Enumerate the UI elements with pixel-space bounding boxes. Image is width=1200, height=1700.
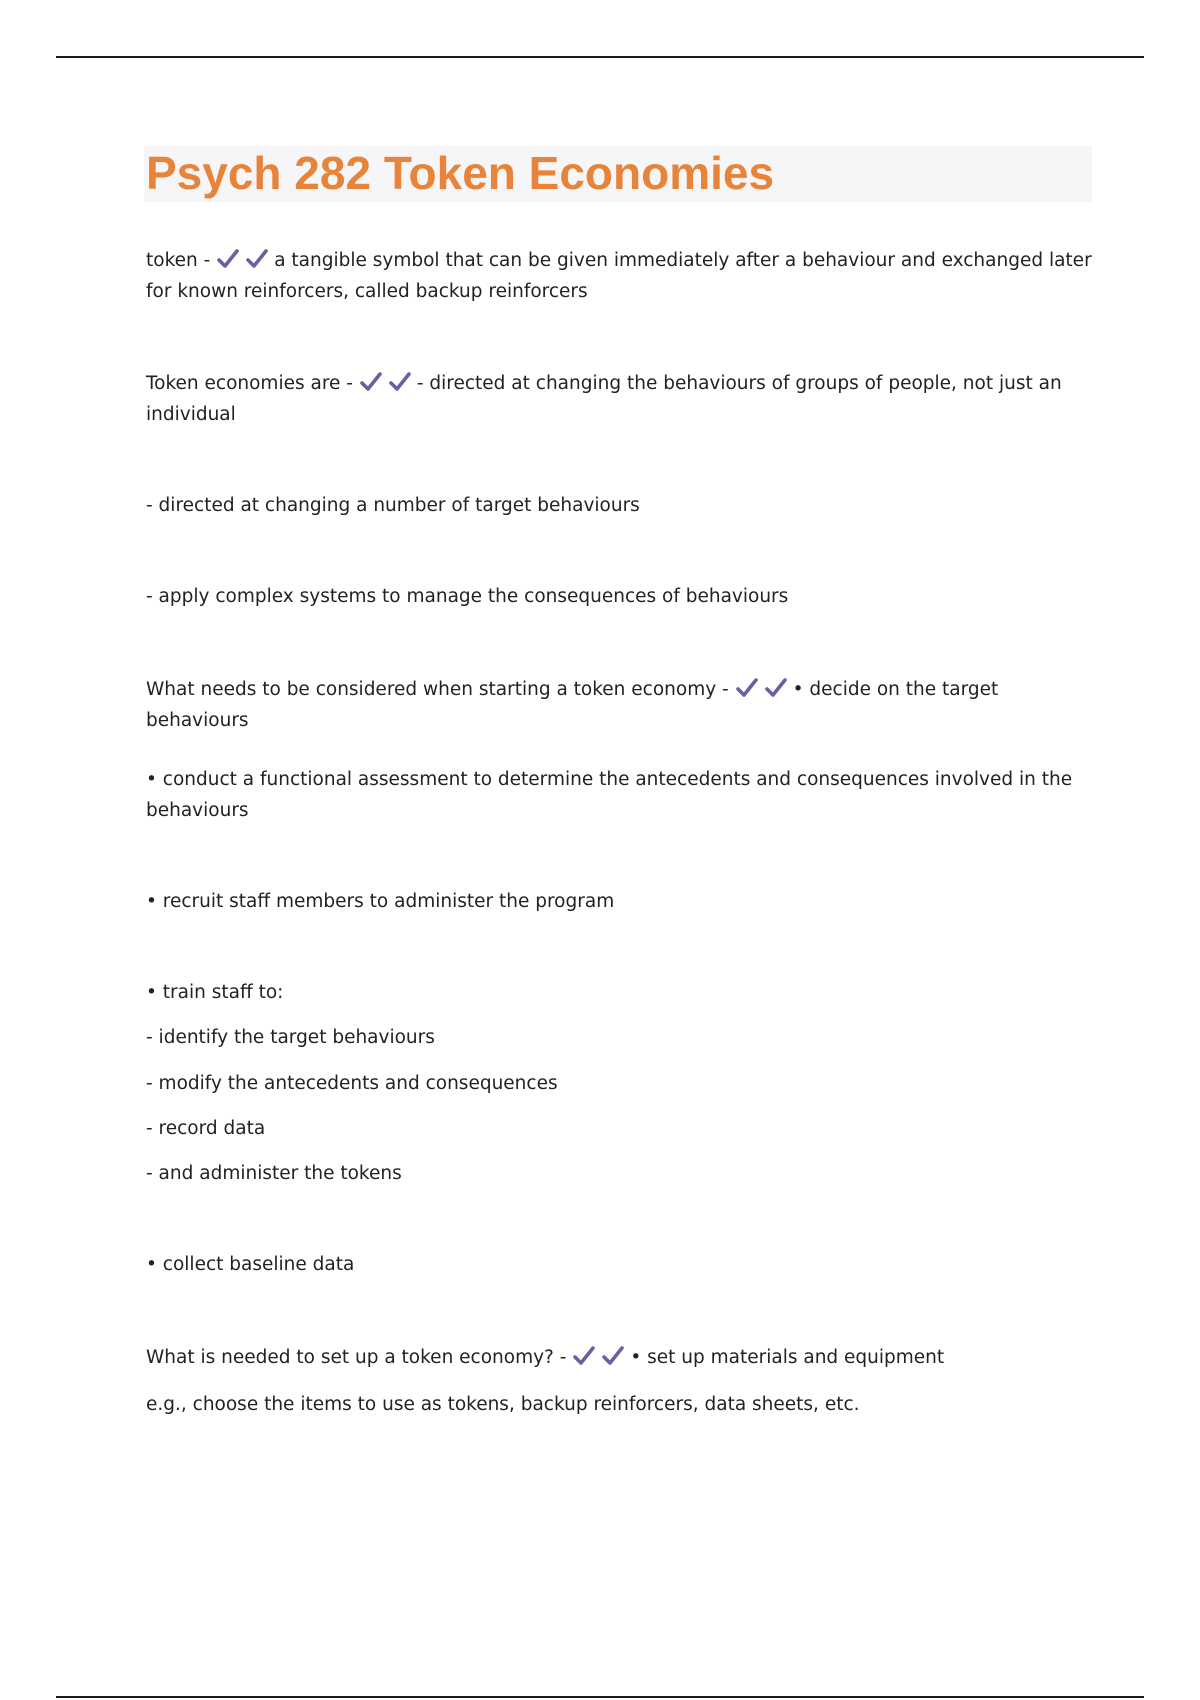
page-title: Psych 282 Token Economies [146, 147, 775, 199]
check-icon [572, 1344, 596, 1368]
check-icon [388, 370, 412, 394]
term: What needs to be considered when starting a token economy - [146, 679, 729, 700]
top-rule [56, 56, 1144, 58]
card-token-economies [146, 368, 1096, 430]
check-icon [359, 370, 383, 394]
check-icon [764, 676, 788, 700]
check-icon [245, 247, 269, 271]
definition: • decide on the target behaviours [146, 679, 999, 731]
list-item: - and administer the tokens [146, 1163, 402, 1184]
check-icon [216, 247, 240, 271]
card-starting-token-economy [146, 674, 1096, 736]
list-item: • train staff to: [146, 982, 284, 1003]
definition: a tangible symbol that can be given immediately after a behaviour and exchanged later for known reinforcers, called backup reinforcers [146, 250, 1092, 302]
list-item: • recruit staff members to administer the program [146, 891, 615, 912]
card-token [146, 245, 1096, 307]
list-item: - apply complex systems to manage the consequences of behaviours [146, 586, 789, 607]
list-item: - modify the antecedents and consequences [146, 1073, 558, 1094]
card-set-up-token-economy [146, 1342, 1096, 1373]
check-icon [601, 1344, 625, 1368]
definition: - directed at changing the behaviours of groups of people, not just an individual [146, 373, 1062, 425]
list-item: - directed at changing a number of target behaviours [146, 495, 640, 516]
definition: • set up materials and equipment [630, 1347, 945, 1368]
list-item: • collect baseline data [146, 1254, 355, 1275]
term: Token economies are - [146, 373, 353, 394]
term: token - [146, 250, 211, 271]
list-item: • conduct a functional assessment to determine the antecedents and consequences involved in the behaviours [146, 769, 1073, 821]
list-item: e.g., choose the items to use as tokens, backup reinforcers, data sheets, etc. [146, 1394, 860, 1415]
bottom-rule [56, 1696, 1144, 1698]
list-item: - record data [146, 1118, 266, 1139]
list-item: - identify the target behaviours [146, 1027, 435, 1048]
term: What is needed to set up a token economy? - [146, 1347, 567, 1368]
check-icon [735, 676, 759, 700]
